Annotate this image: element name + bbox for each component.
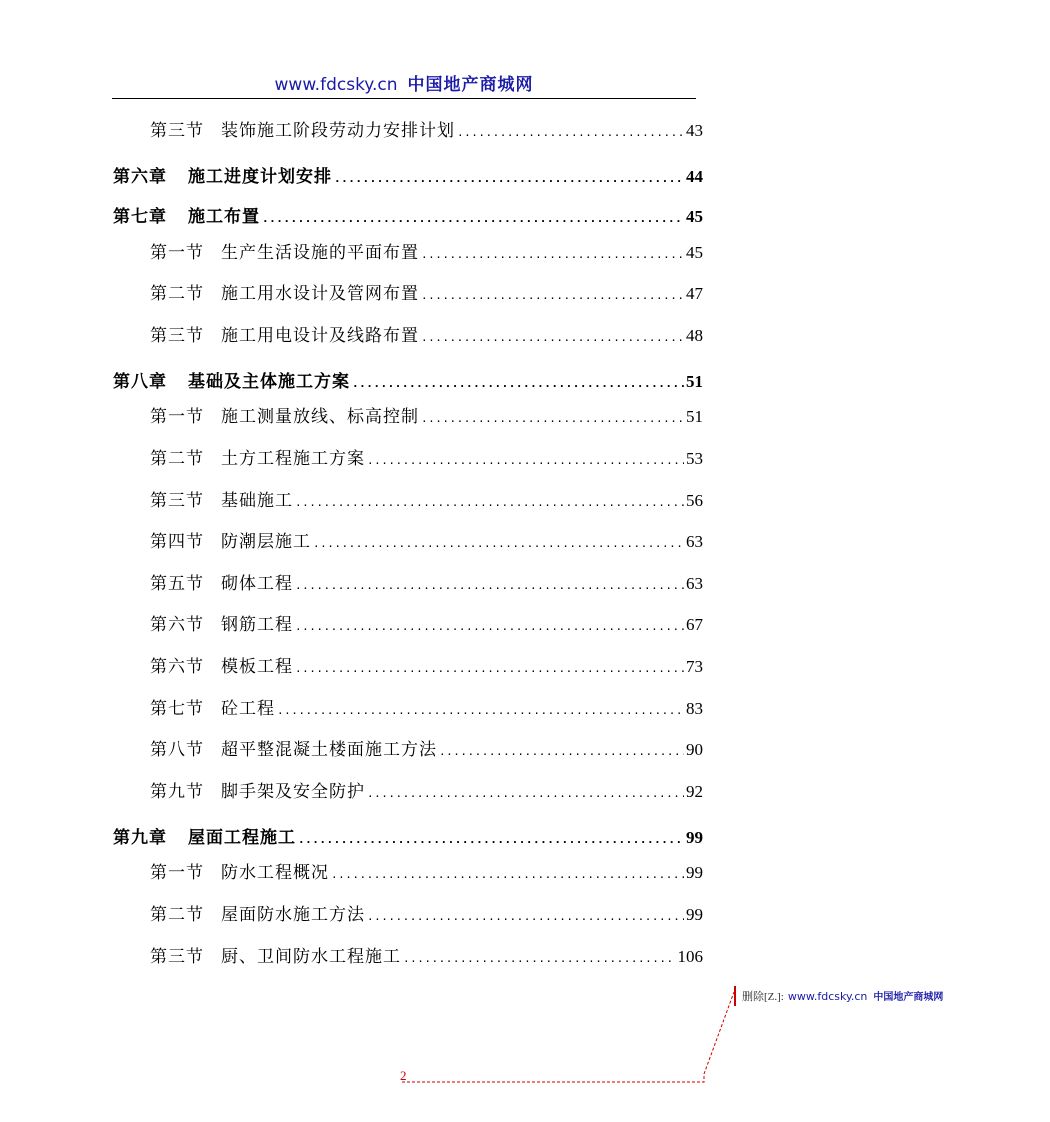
toc-leader-dots bbox=[295, 573, 684, 599]
toc-entry-page: 92 bbox=[686, 782, 703, 801]
toc-entry-number: 第一节 bbox=[150, 243, 204, 263]
toc-entry-page: 44 bbox=[686, 167, 703, 186]
toc-entry-title: 施工布置 bbox=[188, 207, 260, 227]
toc-entry-number: 第一节 bbox=[150, 863, 204, 883]
toc-entry-title: 生产生活设施的平面布置 bbox=[221, 243, 419, 263]
toc-entry-title: 基础及主体施工方案 bbox=[188, 372, 350, 392]
toc-leader-dots bbox=[403, 946, 676, 972]
page-number: 2 bbox=[400, 1068, 407, 1083]
toc-chapter-entry[interactable] bbox=[113, 825, 703, 851]
header-rule bbox=[112, 98, 696, 99]
toc-entry-number: 第八章 bbox=[113, 372, 167, 392]
toc-entry-number: 第三节 bbox=[150, 326, 204, 346]
toc-entry-title: 模板工程 bbox=[221, 657, 293, 677]
toc-entry[interactable] bbox=[150, 779, 703, 805]
toc-leader-dots bbox=[313, 531, 684, 557]
toc-entry-number: 第六节 bbox=[150, 615, 204, 635]
toc-entry-title: 超平整混凝土楼面施工方法 bbox=[221, 740, 437, 760]
toc-entry-page: 51 bbox=[686, 407, 703, 426]
toc-chapter-entry[interactable] bbox=[113, 164, 703, 190]
toc-entry-title: 砌体工程 bbox=[221, 574, 293, 594]
toc-leader-dots bbox=[277, 698, 684, 724]
toc-leader-dots bbox=[421, 242, 684, 268]
toc-entry-page: 106 bbox=[677, 947, 703, 966]
toc-entry-page: 63 bbox=[686, 532, 703, 551]
toc-entry-number: 第六章 bbox=[113, 167, 167, 187]
toc-entry[interactable] bbox=[150, 529, 703, 555]
toc-entry-title: 施工用电设计及线路布置 bbox=[221, 326, 419, 346]
toc-entry-title: 钢筋工程 bbox=[221, 615, 293, 635]
toc-entry-number: 第九章 bbox=[113, 828, 167, 848]
toc-entry-number: 第二节 bbox=[150, 449, 204, 469]
toc-entry-page: 43 bbox=[686, 121, 703, 140]
toc-entry[interactable] bbox=[150, 118, 703, 144]
toc-entry-title: 施工测量放线、标高控制 bbox=[221, 407, 419, 427]
toc-entry-page: 45 bbox=[686, 243, 703, 262]
toc-entry-title: 脚手架及安全防护 bbox=[221, 782, 365, 802]
toc-entry-page: 51 bbox=[686, 372, 703, 391]
toc-entry-page: 56 bbox=[686, 491, 703, 510]
toc-entry-number: 第七章 bbox=[113, 207, 167, 227]
toc-entry-page: 73 bbox=[686, 657, 703, 676]
revision-site-url[interactable]: www.fdcsky.cn bbox=[787, 990, 868, 1003]
toc-entry[interactable] bbox=[150, 860, 703, 886]
toc-chapter-entry[interactable] bbox=[113, 369, 703, 395]
toc-entry-number: 第二节 bbox=[150, 284, 204, 304]
toc-entry-page: 48 bbox=[686, 326, 703, 345]
toc-entry[interactable] bbox=[150, 944, 703, 970]
toc-entry-number: 第四节 bbox=[150, 532, 204, 552]
toc-entry-number: 第六节 bbox=[150, 657, 204, 677]
toc-entry-title: 厨、卫间防水工程施工 bbox=[221, 947, 401, 967]
revision-balloon[interactable] bbox=[742, 988, 943, 1004]
toc-entry[interactable] bbox=[150, 446, 703, 472]
toc-entry-number: 第五节 bbox=[150, 574, 204, 594]
toc-entry-page: 67 bbox=[686, 615, 703, 634]
header-site-url[interactable]: www.fdcsky.cn bbox=[274, 75, 398, 95]
toc-leader-dots bbox=[295, 614, 684, 640]
toc-entry[interactable] bbox=[150, 404, 703, 430]
toc-entry-page: 83 bbox=[686, 699, 703, 718]
toc-entry[interactable] bbox=[150, 488, 703, 514]
toc-entry-title: 屋面防水施工方法 bbox=[221, 905, 365, 925]
toc-entry-title: 砼工程 bbox=[221, 699, 275, 719]
toc-leader-dots bbox=[367, 448, 684, 474]
toc-entry-title: 施工用水设计及管网布置 bbox=[221, 284, 419, 304]
toc-entry-page: 63 bbox=[686, 574, 703, 593]
toc-entry-page: 47 bbox=[686, 284, 703, 303]
header-site-name: 中国地产商城网 bbox=[407, 75, 534, 95]
toc-entry[interactable] bbox=[150, 323, 703, 349]
revision-site-name: 中国地产商城网 bbox=[873, 992, 944, 1003]
toc-entry[interactable] bbox=[150, 902, 703, 928]
toc-entry-page: 99 bbox=[686, 863, 703, 882]
toc-chapter-entry[interactable] bbox=[113, 204, 703, 230]
toc-entry-page: 99 bbox=[686, 905, 703, 924]
toc-leader-dots bbox=[421, 325, 684, 351]
toc-entry-number: 第三节 bbox=[150, 947, 204, 967]
toc-entry-page: 99 bbox=[686, 828, 703, 847]
toc-entry-title: 土方工程施工方案 bbox=[221, 449, 365, 469]
toc-leader-dots bbox=[457, 120, 684, 146]
toc-leader-dots bbox=[367, 781, 684, 807]
revision-label: 删除[Z.]: bbox=[742, 991, 784, 1003]
toc-entry-title: 施工进度计划安排 bbox=[188, 167, 332, 187]
toc-entry-page: 53 bbox=[686, 449, 703, 468]
toc-entry-number: 第九节 bbox=[150, 782, 204, 802]
toc-entry[interactable] bbox=[150, 240, 703, 266]
toc-entry-number: 第三节 bbox=[150, 121, 204, 141]
toc-entry-title: 基础施工 bbox=[221, 491, 293, 511]
toc-leader-dots bbox=[262, 206, 684, 232]
toc-entry-number: 第二节 bbox=[150, 905, 204, 925]
toc-entry-title: 防水工程概况 bbox=[221, 863, 329, 883]
toc-leader-dots bbox=[421, 283, 684, 309]
toc-leader-dots bbox=[295, 656, 684, 682]
toc-entry-title: 装饰施工阶段劳动力安排计划 bbox=[221, 121, 455, 141]
toc-leader-dots bbox=[334, 166, 684, 192]
toc-entry-number: 第三节 bbox=[150, 491, 204, 511]
toc-entry[interactable] bbox=[150, 571, 703, 597]
page-header bbox=[112, 70, 696, 98]
toc-entry-page: 45 bbox=[686, 207, 703, 226]
toc-entry-number: 第一节 bbox=[150, 407, 204, 427]
toc-entry-number: 第八节 bbox=[150, 740, 204, 760]
revision-change-bar bbox=[734, 986, 736, 1006]
toc-leader-dots bbox=[295, 490, 684, 516]
toc-leader-dots bbox=[298, 827, 684, 853]
toc-leader-dots bbox=[439, 739, 684, 765]
toc-entry-title: 屋面工程施工 bbox=[188, 828, 296, 848]
toc-entry-title: 防潮层施工 bbox=[221, 532, 311, 552]
toc-entry[interactable] bbox=[150, 612, 703, 638]
toc-entry[interactable] bbox=[150, 696, 703, 722]
toc-leader-dots bbox=[331, 862, 684, 888]
toc-entry[interactable] bbox=[150, 654, 703, 680]
toc-entry[interactable] bbox=[150, 737, 703, 763]
toc-entry-number: 第七节 bbox=[150, 699, 204, 719]
toc-leader-dots bbox=[421, 406, 684, 432]
toc-leader-dots bbox=[367, 904, 684, 930]
toc-entry[interactable] bbox=[150, 281, 703, 307]
toc-leader-dots bbox=[352, 371, 684, 397]
toc-entry-page: 90 bbox=[686, 740, 703, 759]
